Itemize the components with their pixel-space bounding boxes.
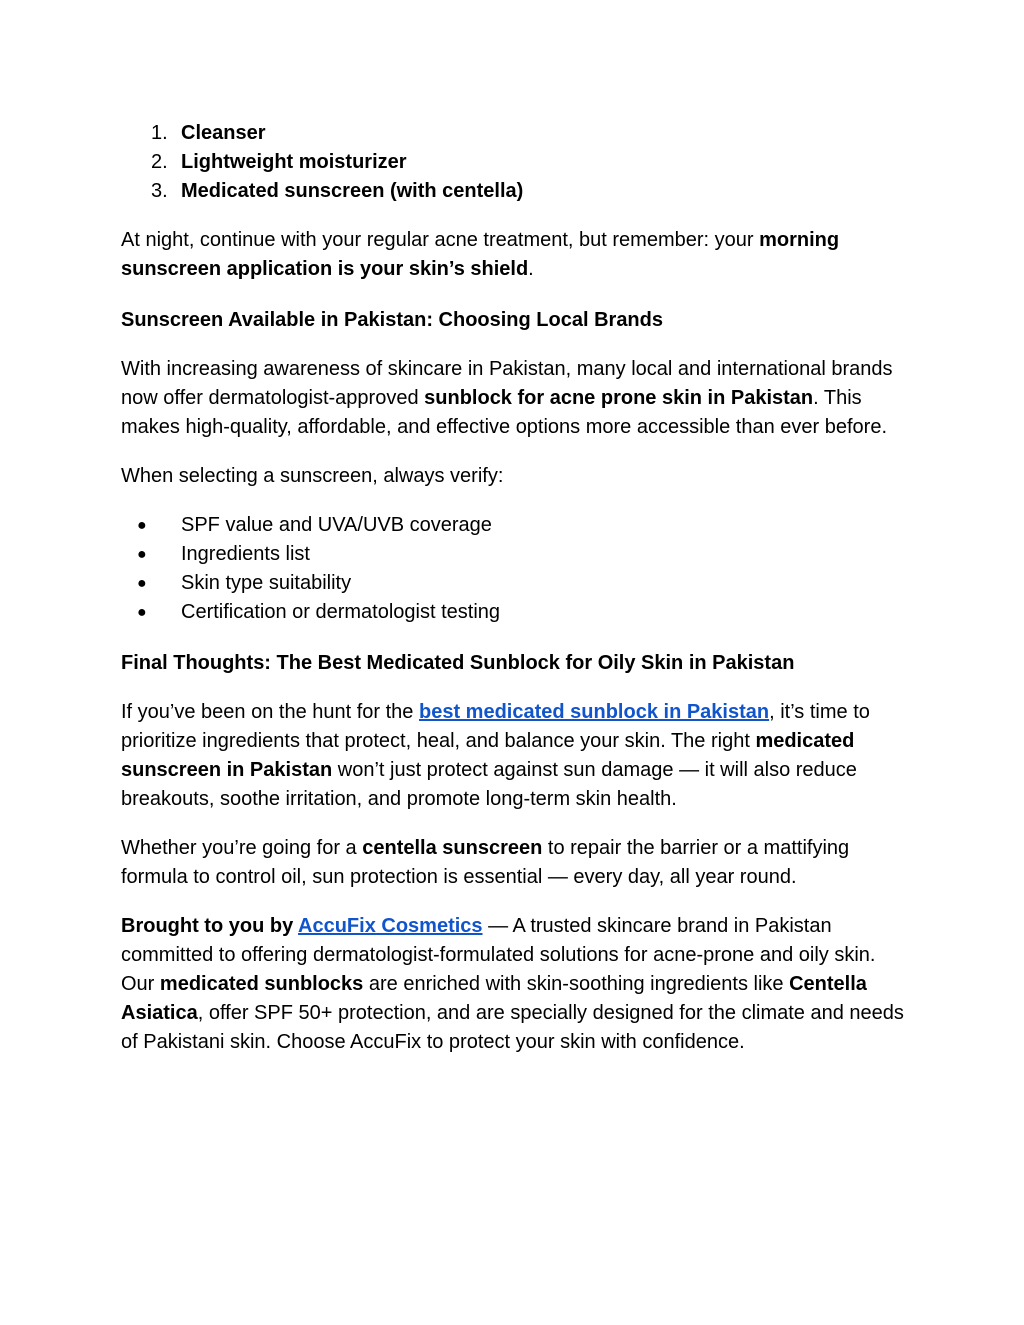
list-number: 3. [151,180,168,202]
list-number: 2. [151,151,168,173]
paragraph-text: With increasing awareness of skincare in Pakistan, many local and international brands now offer dermatologist-approved [121,358,893,409]
paragraph-text-end: , offer SPF 50+ protection, and are specially designed for the climate and needs of Pakistani skin. Choose AccuFix to protect your skin with confidence. [121,1002,904,1053]
brand-paragraph [121,912,911,1057]
list-item-text: Skin type suitability [181,572,352,594]
paragraph-bold-text: sunblock for acne prone skin in Pakistan [424,387,814,409]
list-number: 1. [151,122,168,144]
paragraph-text: Whether you’re going for a [121,837,363,859]
bullet-icon: ● [137,604,147,621]
paragraph-text: If you’ve been on the hunt for the [121,701,419,723]
accufix-cosmetics-link[interactable]: AccuFix Cosmetics [298,915,483,937]
bullet-icon: ● [137,517,147,534]
list-item-text: Lightweight moisturizer [181,151,407,173]
verify-checklist [121,511,911,627]
local-brands-paragraph [121,355,911,442]
list-item [121,569,911,598]
section-heading-final-thoughts: Final Thoughts: The Best Medicated Sunblock for Oily Skin in Pakistan [121,652,795,674]
section-heading-local-brands: Sunscreen Available in Pakistan: Choosing Local Brands [121,309,663,331]
best-medicated-sunblock-link[interactable]: best medicated sunblock in Pakistan [419,701,770,723]
paragraph-text: — A trusted skincare brand in Pakistan committed to offering dermatologist-formulated solutions for acne-prone and oily skin. Our [121,915,876,995]
bullet-icon: ● [137,546,147,563]
routine-list [121,119,911,206]
night-text-end: . [528,258,534,280]
verify-intro: When selecting a sunscreen, always verify: [121,465,504,487]
paragraph-bold-text: centella sunscreen [362,837,543,859]
night-bold-text: morning sunscreen application is your skin’s shield [121,229,840,280]
paragraph-bold-text: Centella Asiatica [121,973,867,1024]
paragraph-text-end: . This makes high-quality, affordable, and effective options more accessible than ever before. [121,387,888,438]
paragraph-text: , it’s time to prioritize ingredients that protect, heal, and balance your skin. The right [121,701,870,752]
list-item [121,540,911,569]
night-paragraph [121,226,911,284]
centella-paragraph [121,834,911,892]
list-item [121,511,911,540]
paragraph-text-end: to repair the barrier or a mattifying formula to control oil, sun protection is essential — every day, all year round. [121,837,850,888]
list-item [121,119,911,148]
paragraph-text-end: won’t just protect against sun damage — it will also reduce breakouts, soothe irritation, and promote long-term skin health. [121,759,857,810]
paragraph-bold-text: medicated sunblocks [159,973,364,995]
list-item [121,177,911,206]
paragraph-text: are enriched with skin-soothing ingredients like [363,973,790,995]
bullet-icon: ● [137,575,147,592]
list-item-text: Cleanser [181,122,266,144]
list-item-text: Certification or dermatologist testing [181,601,501,623]
night-text: At night, continue with your regular acne treatment, but remember: your [121,229,760,251]
final-thoughts-paragraph [121,698,911,814]
list-item-text: Medicated sunscreen (with centella) [181,180,524,202]
list-item-text: SPF value and UVA/UVB coverage [181,514,492,536]
list-item [121,598,911,627]
document-body [121,119,911,1057]
brought-by-label: Brought to you by [121,915,299,937]
list-item [121,148,911,177]
list-item-text: Ingredients list [181,543,310,565]
paragraph-bold-text: medicated sunscreen in Pakistan [121,730,855,781]
